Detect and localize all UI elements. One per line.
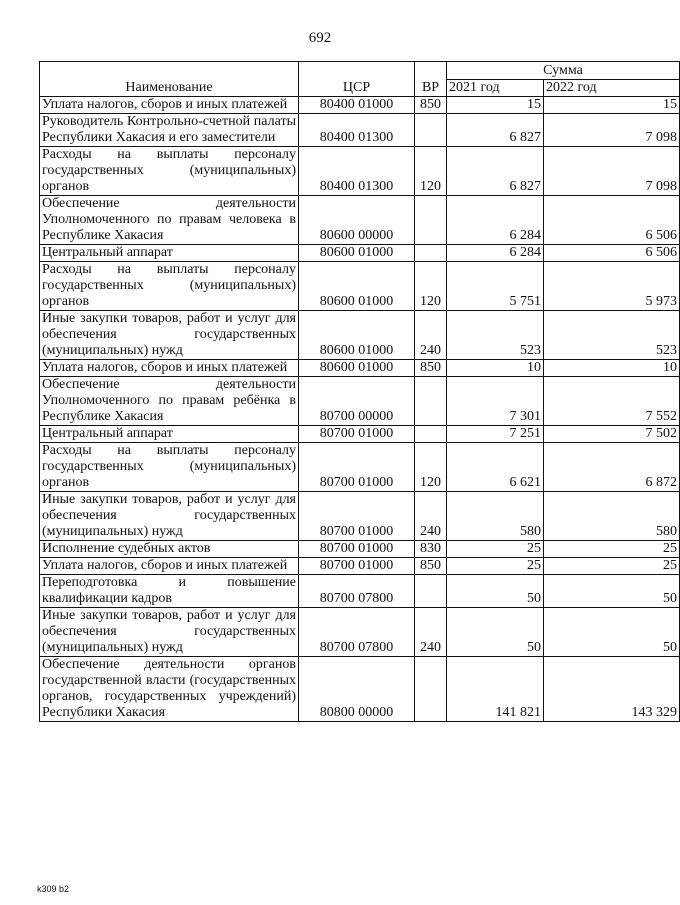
row-2022-cell: 25: [544, 558, 680, 575]
row-name-cell: Обеспечение деятельности Уполномоченного по правам человека в Республике Хакасия: [40, 196, 299, 245]
row-csr-cell: 80700 01000: [299, 426, 415, 443]
row-2022-cell: 7 098: [544, 114, 680, 147]
row-2021-cell: 6 284: [447, 245, 544, 262]
row-name-cell: Иные закупки товаров, работ и услуг для обеспечения государственных (муниципальных) нужд: [40, 311, 299, 360]
table-row: [40, 311, 680, 360]
row-name-cell: Уплата налогов, сборов и иных платежей: [40, 97, 299, 114]
row-name-cell: Руководитель Контрольно-счетной палаты Республики Хакасия и его заместители: [40, 114, 299, 147]
row-2022-cell: 7 502: [544, 426, 680, 443]
row-name-cell: Уплата налогов, сборов и иных платежей: [40, 558, 299, 575]
row-name-cell: Переподготовка и повышение квалификации кадров: [40, 575, 299, 608]
row-vr-cell: 830: [415, 541, 447, 558]
row-csr-cell: 80700 07800: [299, 575, 415, 608]
row-vr-cell: [415, 377, 447, 426]
row-csr-cell: 80600 01000: [299, 311, 415, 360]
row-vr-cell: 850: [415, 558, 447, 575]
table-row: [40, 377, 680, 426]
row-2022-cell: 143 329: [544, 657, 680, 722]
row-name-cell: Иные закупки товаров, работ и услуг для обеспечения государственных (муниципальных) нужд: [40, 608, 299, 657]
table-row: [40, 541, 680, 558]
row-2021-cell: 50: [447, 608, 544, 657]
row-vr-cell: [415, 245, 447, 262]
row-name-cell: Исполнение судебных актов: [40, 541, 299, 558]
row-vr-cell: [415, 114, 447, 147]
row-name-cell: Расходы на выплаты персоналу государственных (муниципальных) органов: [40, 443, 299, 492]
row-vr-cell: 850: [415, 360, 447, 377]
table-row: [40, 558, 680, 575]
row-2021-cell: 15: [447, 97, 544, 114]
row-2021-cell: 5 751: [447, 262, 544, 311]
row-2021-cell: 6 827: [447, 147, 544, 196]
row-vr-cell: [415, 196, 447, 245]
row-2022-cell: 5 973: [544, 262, 680, 311]
row-name-cell: Иные закупки товаров, работ и услуг для обеспечения государственных (муниципальных) нужд: [40, 492, 299, 541]
row-2021-cell: 6 621: [447, 443, 544, 492]
row-2022-cell: 6 506: [544, 196, 680, 245]
row-2022-cell: 580: [544, 492, 680, 541]
row-name-cell: Обеспечение деятельности Уполномоченного по правам ребёнка в Республике Хакасия: [40, 377, 299, 426]
row-name-cell: Расходы на выплаты персоналу государственных (муниципальных) органов: [40, 262, 299, 311]
footer-code: k309 b2: [37, 884, 70, 894]
row-vr-cell: 240: [415, 492, 447, 541]
row-2021-cell: 25: [447, 558, 544, 575]
table-row: [40, 196, 680, 245]
row-2021-cell: 141 821: [447, 657, 544, 722]
header-sum: Сумма: [447, 62, 680, 80]
row-csr-cell: 80400 01300: [299, 147, 415, 196]
row-vr-cell: 120: [415, 147, 447, 196]
row-csr-cell: 80400 01300: [299, 114, 415, 147]
header-year-2021: 2021 год: [447, 79, 544, 97]
row-2021-cell: 10: [447, 360, 544, 377]
row-csr-cell: 80700 07800: [299, 608, 415, 657]
row-2022-cell: 15: [544, 97, 680, 114]
row-2022-cell: 523: [544, 311, 680, 360]
table-row: [40, 114, 680, 147]
row-2021-cell: 7 301: [447, 377, 544, 426]
row-vr-cell: 120: [415, 443, 447, 492]
row-csr-cell: 80400 01000: [299, 97, 415, 114]
row-vr-cell: [415, 657, 447, 722]
row-csr-cell: 80800 00000: [299, 657, 415, 722]
row-csr-cell: 80600 01000: [299, 262, 415, 311]
row-csr-cell: 80700 01000: [299, 558, 415, 575]
table-row: [40, 245, 680, 262]
row-2022-cell: 6 872: [544, 443, 680, 492]
row-csr-cell: 80600 01000: [299, 245, 415, 262]
table-row: [40, 608, 680, 657]
budget-table: [39, 61, 680, 722]
table-row: [40, 443, 680, 492]
table-row: [40, 262, 680, 311]
row-vr-cell: [415, 575, 447, 608]
table-row: [40, 147, 680, 196]
table-row: [40, 492, 680, 541]
header-csr: ЦСР: [299, 62, 415, 97]
row-name-cell: Обеспечение деятельности органов государственной власти (государственных органов, государственных учреждений) Республики Хакасия: [40, 657, 299, 722]
row-vr-cell: [415, 426, 447, 443]
row-csr-cell: 80600 00000: [299, 196, 415, 245]
row-name-cell: Центральный аппарат: [40, 245, 299, 262]
row-2022-cell: 7 098: [544, 147, 680, 196]
row-2021-cell: 50: [447, 575, 544, 608]
row-2021-cell: 6 284: [447, 196, 544, 245]
table-body: [40, 97, 680, 722]
row-vr-cell: 850: [415, 97, 447, 114]
row-2021-cell: 7 251: [447, 426, 544, 443]
table-row: [40, 360, 680, 377]
page-number: 692: [308, 30, 332, 46]
row-2022-cell: 7 552: [544, 377, 680, 426]
row-name-cell: Центральный аппарат: [40, 426, 299, 443]
row-2022-cell: 10: [544, 360, 680, 377]
row-2021-cell: 25: [447, 541, 544, 558]
row-2021-cell: 6 827: [447, 114, 544, 147]
row-2021-cell: 580: [447, 492, 544, 541]
header-name: Наименование: [40, 62, 299, 97]
row-csr-cell: 80600 01000: [299, 360, 415, 377]
row-csr-cell: 80700 00000: [299, 377, 415, 426]
row-vr-cell: 120: [415, 262, 447, 311]
row-2021-cell: 523: [447, 311, 544, 360]
row-vr-cell: 240: [415, 311, 447, 360]
row-name-cell: Уплата налогов, сборов и иных платежей: [40, 360, 299, 377]
row-csr-cell: 80700 01000: [299, 443, 415, 492]
row-csr-cell: 80700 01000: [299, 541, 415, 558]
table-row: [40, 657, 680, 722]
table-row: [40, 575, 680, 608]
row-vr-cell: 240: [415, 608, 447, 657]
row-2022-cell: 50: [544, 608, 680, 657]
table-row: [40, 426, 680, 443]
row-csr-cell: 80700 01000: [299, 492, 415, 541]
table-row: [40, 97, 680, 114]
row-2022-cell: 25: [544, 541, 680, 558]
header-year-2022: 2022 год: [544, 79, 680, 97]
row-2022-cell: 50: [544, 575, 680, 608]
header-vr: ВР: [415, 62, 447, 97]
row-name-cell: Расходы на выплаты персоналу государственных (муниципальных) органов: [40, 147, 299, 196]
row-2022-cell: 6 506: [544, 245, 680, 262]
